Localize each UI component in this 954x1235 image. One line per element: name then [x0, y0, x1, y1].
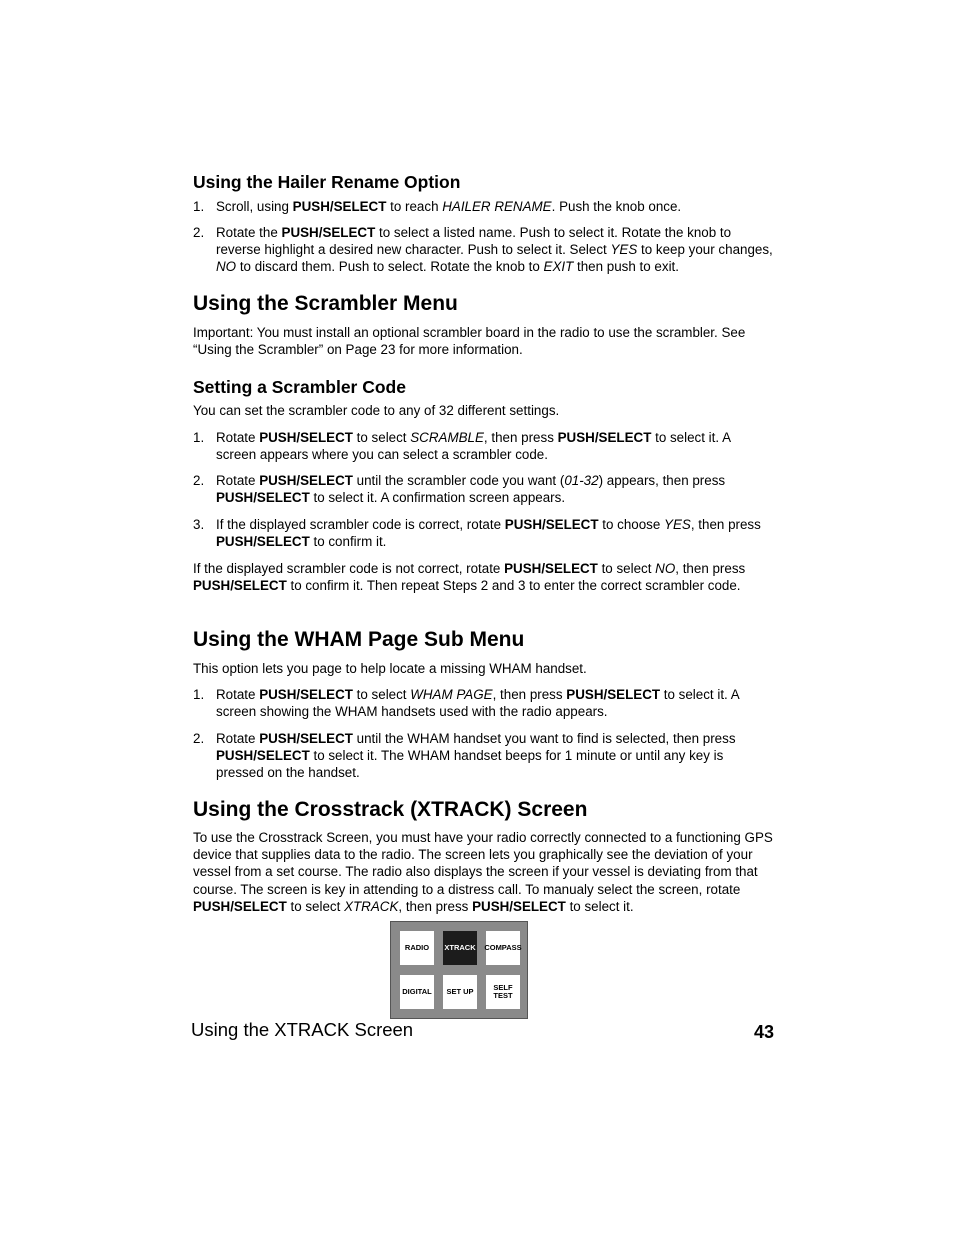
xtrack-heading: Using the Crosstrack (XTRACK) Screen	[193, 798, 588, 821]
hailer-heading: Using the Hailer Rename Option	[193, 172, 461, 192]
wham-step-2: 2. Rotate PUSH/SELECT until the WHAM handset you want to find is selected, then press PUSH/SELECT to select it. The WHAM handset beeps for 1 minute or until any key is pressed on the handset.	[193, 731, 736, 781]
menu-key-compass: COMPASS	[486, 931, 520, 965]
scrambler-intro: Important: You must install an optional scrambler board in the radio to use the scrambler. See “Using the Scrambler” on Page 23 for more information.	[193, 325, 746, 358]
page-number: 43	[753, 1022, 774, 1042]
menu-key-self-test: SELF TEST	[486, 975, 520, 1009]
menu-key-xtrack-selected: XTRACK	[443, 931, 477, 965]
footer-section-title: Using the XTRACK Screen	[191, 1019, 414, 1040]
scrambler-step-1: 1. Rotate PUSH/SELECT to select SCRAMBLE, then press PUSH/SELECT to select it. A screen appears where you can select a scrambler code.	[193, 430, 731, 463]
wham-step-1: 1. Rotate PUSH/SELECT to select WHAM PAGE, then press PUSH/SELECT to select it. A screen showing the WHAM handsets used with the radio appears.	[193, 687, 739, 720]
radio-menu-screen-illustration	[390, 921, 528, 1019]
scrambler-subheading: Setting a Scrambler Code	[193, 377, 406, 397]
wham-intro: This option lets you page to help locate a missing WHAM handset.	[193, 661, 587, 676]
scrambler-step-2: 2. Rotate PUSH/SELECT until the scrambler code you want (01-32) appears, then press PUSH/SELECT to select it. A confirmation screen appears.	[193, 473, 726, 506]
menu-key-radio: RADIO	[400, 931, 434, 965]
scrambler-step-3: 3. If the displayed scrambler code is correct, rotate PUSH/SELECT to choose YES, then press PUSH/SELECT to confirm it.	[193, 517, 761, 550]
scrambler-sub-intro: You can set the scrambler code to any of 32 different settings.	[193, 403, 560, 418]
hailer-step-2: 2. Rotate the PUSH/SELECT to select a listed name. Push to select it. Rotate the knob to reverse highlight a desired new character. Push to select it. Select YES to keep your changes, NO to discard them. Push to select. Rotate the knob to EXIT then push to exit.	[193, 225, 773, 275]
wham-heading: Using the WHAM Page Sub Menu	[193, 628, 525, 651]
xtrack-body: To use the Crosstrack Screen, you must have your radio correctly connected to a functioning GPS device that supplies data to the radio. The screen lets you graphically see the deviation of your vessel from a set course. The radio also displays the screen if your vessel is deviating from that course. The screen is key in attending to a distress call. To manualy select the screen, rotate PUSH/SELECT to select XTRACK, then press PUSH/SELECT to select it.	[193, 830, 773, 914]
menu-key-setup: SET UP	[443, 975, 477, 1009]
hailer-step-1: 1. Scroll, using PUSH/SELECT to reach HAILER RENAME. Push the knob once.	[193, 199, 682, 214]
scrambler-note: If the displayed scrambler code is not correct, rotate PUSH/SELECT to select NO, then press PUSH/SELECT to confirm it. Then repeat Steps 2 and 3 to enter the correct scrambler code.	[193, 561, 746, 594]
menu-key-digital: DIGITAL	[400, 975, 434, 1009]
scrambler-heading: Using the Scrambler Menu	[193, 292, 458, 315]
